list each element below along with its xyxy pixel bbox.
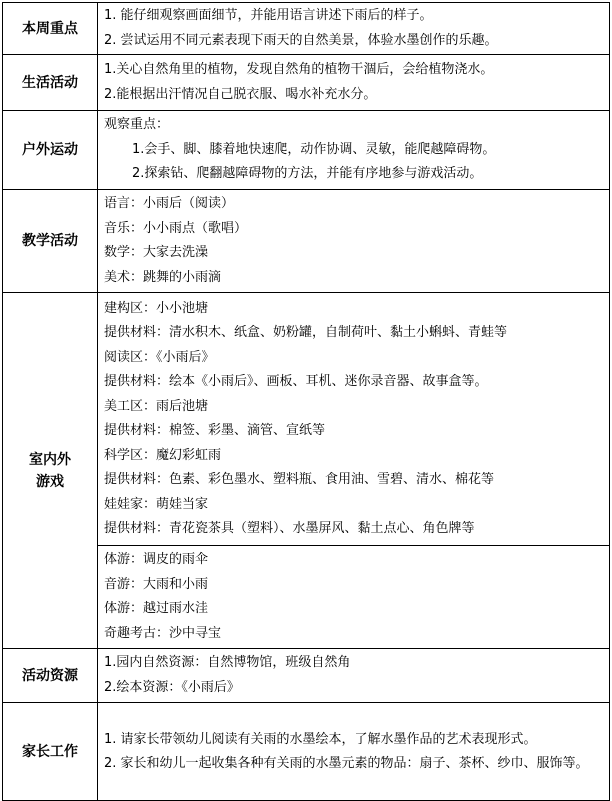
content-intro: 观察重点： xyxy=(104,117,170,133)
row-header: 教学活动 xyxy=(3,190,98,293)
row-content xyxy=(98,649,610,703)
row-games-indoor xyxy=(3,293,610,546)
row-header: 家长工作 xyxy=(3,703,98,801)
row-content xyxy=(98,55,610,111)
row-header: 生活活动 xyxy=(3,55,98,111)
row-header: 户外运动 xyxy=(3,111,98,190)
row-daily-life xyxy=(3,55,610,111)
content-line: 阅读区：《小雨后》 xyxy=(104,349,215,365)
indoor-games-content xyxy=(98,293,610,546)
row-header xyxy=(3,293,98,649)
content-line: 美术：跳舞的小雨滴 xyxy=(104,269,222,285)
content-line: 体游：调皮的雨伞 xyxy=(104,552,209,567)
content-line: 1. 能仔细观察画面细节，并能用语言讲述下雨后的样子。 xyxy=(104,8,433,23)
row-parent-work xyxy=(3,703,610,801)
content-line: 提供材料：清水积木、纸盒、奶粉罐，自制荷叶、黏土小蝌蚪、青蛙等 xyxy=(104,325,508,340)
weekly-plan-table xyxy=(2,2,610,801)
content-line: 体游：越过雨水洼 xyxy=(104,601,209,616)
row-header: 活动资源 xyxy=(3,649,98,703)
content-paragraph: 2. 家长和幼儿一起收集各种有关雨的水墨元素的物品：扇子、茶杯、纱巾、服饰等。 xyxy=(104,755,589,771)
content-line: 建构区：小小池塘 xyxy=(104,300,209,316)
content-line: 娃娃家：萌娃当家 xyxy=(104,496,209,512)
content-line: 提供材料：色素、彩色墨水、塑料瓶、食用油、雪碧、清水、棉花等 xyxy=(104,472,495,487)
content-line: 提供材料：棉签、彩墨、滴管、宣纸等 xyxy=(104,423,326,438)
content-line: 提供材料：绘本《小雨后》、画板、耳机、迷你录音器、故事盒等。 xyxy=(104,374,488,389)
outdoor-games-content xyxy=(98,546,610,649)
row-header-line: 室内外 xyxy=(29,451,71,468)
row-outdoor-exercise xyxy=(3,111,610,190)
content-line: 2.能根据出汗情况自己脱衣服、喝水补充水分。 xyxy=(104,86,377,102)
content-line: 1.关心自然角里的植物，发现自然角的植物干涸后，会给植物浇水。 xyxy=(104,62,494,77)
content-line: 音乐：小小雨点（歌唱） xyxy=(104,220,248,236)
content-line: 2.探索钻、爬翻越障碍物的方法，并能有序地参与游戏活动。 xyxy=(132,166,483,182)
content-line: 1.园内自然资源：自然博物馆，班级自然角 xyxy=(104,655,351,670)
content-line: 语言：小雨后（阅读） xyxy=(104,196,235,211)
row-content xyxy=(98,111,610,190)
row-header-line: 游戏 xyxy=(36,473,64,490)
row-header: 本周重点 xyxy=(3,3,98,55)
content-paragraph: 1. 请家长带领幼儿阅读有关雨的水墨绘本，了解水墨作品的艺术表现形式。 xyxy=(104,731,537,747)
content-line: 音游：大雨和小雨 xyxy=(104,576,209,592)
content-line: 提供材料：青花瓷茶具（塑料）、水墨屏风、黏土点心、角色牌等 xyxy=(104,521,475,536)
content-line: 2.绘本资源：《小雨后》 xyxy=(104,679,240,695)
content-line: 数学：大家去洗澡 xyxy=(104,245,209,260)
row-teaching-activities xyxy=(3,190,610,293)
content-line: 美工区：雨后池塘 xyxy=(104,398,209,414)
content-line: 2. 尝试运用不同元素表现下雨天的自然美景，体验水墨创作的乐趣。 xyxy=(104,32,498,48)
row-content xyxy=(98,3,610,55)
row-weekly-focus xyxy=(3,3,610,55)
content-line: 1.会手、脚、膝着地快速爬，动作协调、灵敏，能爬越障碍物。 xyxy=(132,141,496,157)
row-content xyxy=(98,703,610,801)
content-line: 科学区：魔幻彩虹雨 xyxy=(104,447,222,463)
content-line: 奇趣考古：沙中寻宝 xyxy=(104,625,222,641)
row-activity-resources xyxy=(3,649,610,703)
row-content xyxy=(98,190,610,293)
